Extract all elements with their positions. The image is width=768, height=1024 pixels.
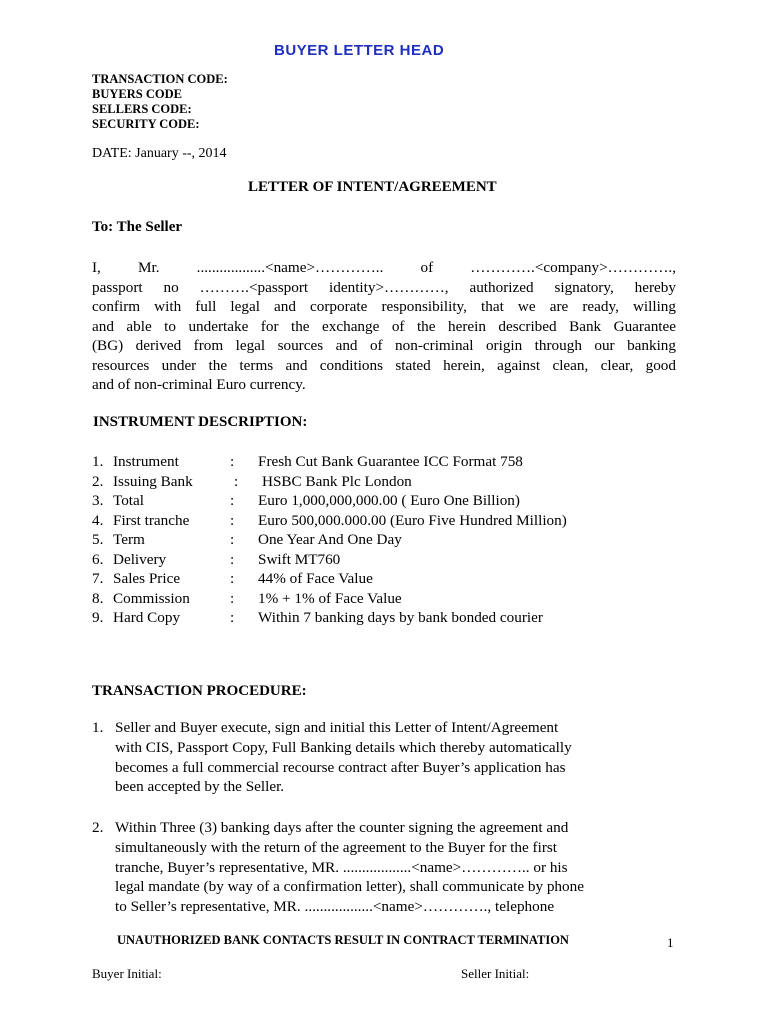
instrument-row [0, 511, 768, 531]
procedure-line: been accepted by the Seller. [115, 778, 285, 796]
instrument-sep: : [230, 609, 235, 626]
instrument-label: Issuing Bank [113, 472, 193, 490]
instrument-row [0, 491, 768, 511]
instrument-value: One Year And One Day [258, 531, 402, 548]
instrument-sep: : [230, 550, 235, 568]
instrument-num: 9. [92, 609, 104, 626]
instrument-row [0, 472, 768, 492]
document-title: LETTER OF INTENT/AGREEMENT [248, 179, 497, 195]
instrument-row [0, 550, 768, 570]
instrument-row [0, 608, 768, 628]
addressee: To: The Seller [92, 219, 183, 235]
instrument-sep: : [230, 511, 235, 529]
instrument-value: Swift MT760 [258, 550, 341, 568]
intro-line: (BG) derived from legal sources and of non-criminal origin through our banking [92, 337, 676, 354]
procedure-line: Within Three (3) banking days after the counter signing the agreement and [115, 819, 569, 836]
intro-paragraph [92, 258, 676, 395]
instrument-label: Term [113, 531, 145, 548]
sellers-code-label: SELLERS CODE: [92, 102, 192, 116]
procedure-item [0, 718, 768, 798]
intro-line: confirm with full legal and corporate responsibility, that we are ready, willing [92, 298, 676, 315]
codes-block [92, 72, 228, 132]
instrument-value: Within 7 banking days by bank bonded courier [258, 609, 543, 626]
instrument-sep: : [230, 453, 235, 470]
instrument-row [0, 530, 768, 550]
instrument-num: 3. [92, 492, 104, 509]
procedure-line: to Seller’s representative, MR. ..................<name>…………., telephone [115, 898, 555, 916]
security-code-label: SECURITY CODE: [92, 117, 200, 131]
instrument-num: 5. [92, 531, 104, 548]
procedure-line: Seller and Buyer execute, sign and initial this Letter of Intent/Agreement [115, 719, 559, 736]
instrument-row [0, 452, 768, 472]
footer-warning: UNAUTHORIZED BANK CONTACTS RESULT IN CONTRACT TERMINATION [117, 933, 569, 947]
instrument-sep: : [230, 531, 235, 548]
instrument-list [0, 452, 768, 632]
instrument-num: 1. [92, 453, 104, 470]
instrument-value: HSBC Bank Plc London [262, 472, 412, 490]
instrument-num: 4. [92, 511, 104, 529]
instrument-label: Hard Copy [113, 609, 181, 626]
intro-line: and able to undertake for the exchange of the herein described Bank Guarantee [92, 317, 676, 335]
instrument-label: Commission [113, 589, 190, 607]
instrument-label: First tranche [113, 511, 190, 529]
instrument-sep: : [230, 570, 235, 587]
instrument-row [0, 589, 768, 609]
transaction-code-label: TRANSACTION CODE: [92, 72, 228, 86]
instrument-value: Euro 500,000.000.00 (Euro Five Hundred Million) [258, 511, 567, 529]
letterhead: BUYER LETTER HEAD [274, 42, 445, 59]
procedure-num: 2. [92, 819, 104, 836]
instrument-row [0, 569, 768, 589]
instrument-num: 8. [92, 589, 104, 607]
procedure-item [0, 818, 768, 918]
procedure-line: with CIS, Passport Copy, Full Banking details which thereby automatically [115, 738, 572, 756]
date-line: DATE: January --, 2014 [92, 146, 227, 161]
intro-line: resources under the terms and conditions stated herein, against clean, clear, good [92, 356, 676, 374]
instrument-num: 6. [92, 550, 104, 568]
instrument-num: 7. [92, 570, 104, 587]
instrument-label: Delivery [113, 550, 167, 568]
procedure-line: simultaneously with the return of the agreement to the Buyer for the first [115, 838, 558, 856]
seller-initial-label: Seller Initial: [461, 966, 530, 981]
instrument-value: 44% of Face Value [258, 570, 373, 587]
intro-line: passport no ……….<passport identity>…………, authorized signatory, hereby [92, 278, 676, 296]
instrument-value: Euro 1,000,000,000.00 ( Euro One Billion) [258, 492, 520, 509]
intro-line: and of non-criminal Euro currency. [92, 376, 306, 393]
procedure-num: 1. [92, 719, 104, 736]
procedure-line: tranche, Buyer’s representative, MR. ..................<name>………….. or his [115, 858, 568, 876]
procedure-line: becomes a full commercial recourse contract after Buyer’s application has [115, 758, 566, 776]
page-number: 1 [667, 935, 674, 950]
instrument-label: Sales Price [113, 570, 181, 587]
procedure-line: legal mandate (by way of a confirmation letter), shall communicate by phone [115, 878, 584, 896]
instrument-sep: : [230, 492, 235, 509]
instrument-value: Fresh Cut Bank Guarantee ICC Format 758 [258, 453, 523, 470]
buyers-code-label: BUYERS CODE [92, 87, 182, 101]
procedure-heading: TRANSACTION PROCEDURE: [92, 683, 307, 699]
instrument-label: Total [113, 492, 144, 509]
instrument-value: 1% + 1% of Face Value [258, 589, 402, 607]
instrument-num: 2. [92, 472, 104, 490]
buyer-initial-label: Buyer Initial: [92, 966, 162, 981]
instrument-heading: INSTRUMENT DESCRIPTION: [93, 414, 308, 430]
instrument-label: Instrument [113, 453, 179, 470]
instrument-sep: : [234, 472, 239, 490]
intro-line: I, Mr. ..................<name>………….. of ………….<company>…………., [92, 259, 676, 276]
instrument-sep: : [230, 589, 235, 607]
